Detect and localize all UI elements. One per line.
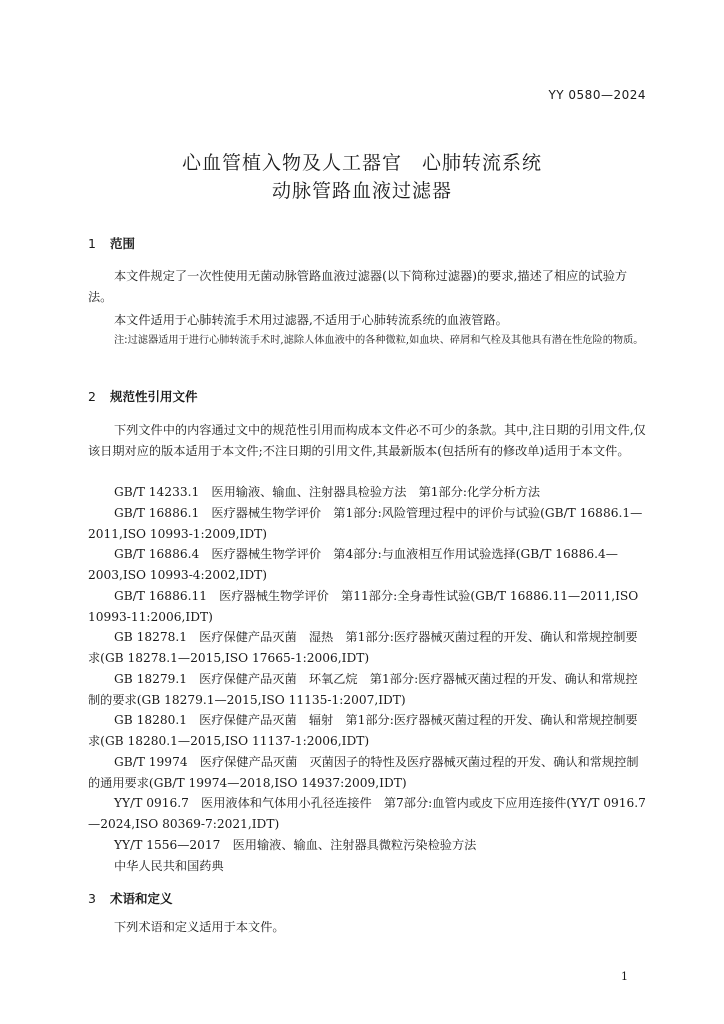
scope-paragraph-2: 本文件适用于心肺转流手术用过滤器,不适用于心肺转流系统的血液管路。 bbox=[114, 313, 508, 327]
section-number: 3 bbox=[88, 891, 96, 906]
reference-item: GB/T 19974 医疗保健产品灭菌 灭菌因子的特性及医疗器械灭菌过程的开发、确认和常规控制的通用要求(GB/T 19974—2018,ISO 14937:2009,IDT) bbox=[88, 755, 639, 790]
scope-note bbox=[114, 332, 648, 350]
note-label: 注: bbox=[114, 335, 128, 346]
reference-item: GB 18280.1 医疗保健产品灭菌 辐射 第1部分:医疗器械灭菌过程的开发、确认和常规控制要求(GB 18280.1—2015,ISO 11137-1:2006,IDT) bbox=[88, 713, 638, 748]
section-1-heading bbox=[88, 234, 135, 252]
reference-item: 中华人民共和国药典 bbox=[114, 859, 224, 873]
reference-item: YY/T 1556—2017 医用输液、输血、注射器具微粒污染检验方法 bbox=[114, 838, 477, 852]
document-title-line-2: 动脉管路血液过滤器 bbox=[271, 180, 452, 202]
section-2-heading bbox=[88, 387, 198, 405]
reference-item: GB 18279.1 医疗保健产品灭菌 环氧乙烷 第1部分:医疗器械灭菌过程的开发、确认和常规控制的要求(GB 18279.1—2015,ISO 11135-1:2007,IDT) bbox=[88, 672, 638, 707]
document-title-line-1: 心血管植入物及人工器官 心肺转流系统 bbox=[181, 152, 542, 174]
section-title: 规范性引用文件 bbox=[110, 389, 198, 404]
section-3-heading bbox=[88, 889, 173, 907]
section-number: 2 bbox=[88, 389, 96, 404]
terms-intro: 下列术语和定义适用于本文件。 bbox=[114, 920, 285, 934]
section-title: 术语和定义 bbox=[110, 891, 173, 906]
references-intro: 下列文件中的内容通过文中的规范性引用而构成本文件必不可少的条款。其中,注日期的引用文件,仅该日期对应的版本适用于本文件;不注日期的引用文件,其最新版本(包括所有的修改单)适用于本文件。 bbox=[88, 423, 646, 458]
reference-item: GB/T 16886.11 医疗器械生物学评价 第11部分:全身毒性试验(GB/T 16886.11—2011,ISO 10993-11:2006,IDT) bbox=[88, 589, 639, 624]
scope-paragraph-1: 本文件规定了一次性使用无菌动脉管路血液过滤器(以下简称过滤器)的要求,描述了相应的试验方法。 bbox=[88, 269, 628, 304]
reference-item: GB 18278.1 医疗保健产品灭菌 湿热 第1部分:医疗器械灭菌过程的开发、确认和常规控制要求(GB 18278.1—2015,ISO 17665-1:2006,IDT) bbox=[88, 630, 638, 665]
section-number: 1 bbox=[88, 236, 96, 251]
reference-item: GB/T 16886.1 医疗器械生物学评价 第1部分:风险管理过程中的评价与试验(GB/T 16886.1—2011,ISO 10993-1:2009,IDT) bbox=[88, 506, 643, 541]
page-number: 1 bbox=[621, 970, 628, 983]
document-id: YY 0580—2024 bbox=[548, 88, 646, 102]
reference-item: YY/T 0916.7 医用液体和气体用小孔径连接件 第7部分:血管内或皮下应用连接件(YY/T 0916.7—2024,ISO 80369-7:2021,IDT) bbox=[88, 796, 646, 831]
reference-item: GB/T 14233.1 医用输液、输血、注射器具检验方法 第1部分:化学分析方法 bbox=[114, 485, 541, 499]
section-title: 范围 bbox=[110, 236, 136, 251]
reference-item: GB/T 16886.4 医疗器械生物学评价 第4部分:与血液相互作用试验选择(GB/T 16886.4—2003,ISO 10993-4:2002,IDT) bbox=[88, 547, 618, 582]
note-text: 过滤器适用于进行心肺转流手术时,滤除人体血液中的各种微粒,如血块、碎屑和气栓及其他具有潜在性危险的物质。 bbox=[127, 335, 644, 346]
